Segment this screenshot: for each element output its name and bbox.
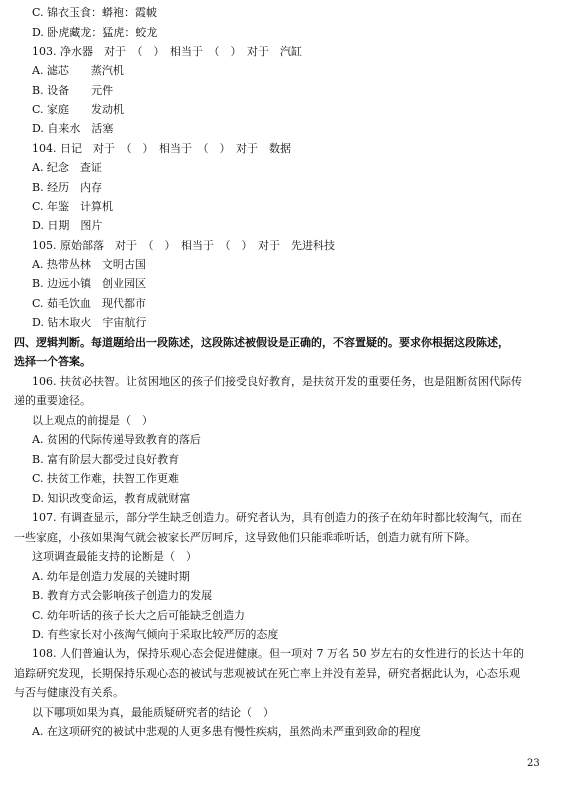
text-line: C. 年鉴 计算机: [32, 200, 114, 213]
text-line: 选择一个答案。: [14, 355, 91, 368]
text-line: A. 热带丛林 文明古国: [32, 258, 146, 271]
text-line: A. 贫困的代际传递导致教育的落后: [32, 433, 201, 446]
text-line: 递的重要途径。: [14, 394, 91, 407]
text-line: 与否与健康没有关系。: [14, 686, 124, 699]
text-line: 106. 扶贫必扶智。让贫困地区的孩子们接受良好教育，是扶贫开发的重要任务，也是阻断贫困代际传: [32, 375, 522, 388]
page-number: 23: [527, 758, 540, 769]
text-line: D. 有些家长对小孩淘气倾向于采取比较严厉的态度: [32, 628, 279, 641]
text-line: C. 扶贫工作难，扶智工作更难: [32, 472, 180, 485]
text-line: D. 知识改变命运，教育成就财富: [32, 492, 191, 505]
text-line: B. 设备 元件: [32, 84, 114, 97]
text-line: 105. 原始部落 对于 （ ） 相当于 （ ） 对于 先进科技: [32, 239, 335, 252]
text-line: 一些家庭，小孩如果淘气就会被家长严厉呵斥，这导致他们只能乖乖听话，创造力就有所下降。: [14, 531, 476, 544]
text-line: 追踪研究发现，长期保持乐观心态的被试与悲观被试在死亡率上并没有差异，研究者据此认为，心态乐观: [14, 667, 520, 680]
text-line: 这项调查最能支持的论断是（ ）: [32, 550, 197, 563]
text-line: A. 纪念 查证: [32, 161, 102, 174]
text-line: 103. 净水器 对于 （ ） 相当于 （ ） 对于 汽缸: [32, 45, 302, 58]
text-line: A. 在这项研究的被试中悲观的人更多患有慢性疾病，虽然尚未严重到致命的程度: [32, 725, 421, 738]
text-line: B. 教育方式会影响孩子创造力的发展: [32, 589, 213, 602]
text-line: 104. 日记 对于 （ ） 相当于 （ ） 对于 数据: [32, 142, 291, 155]
text-line: 四、逻辑判断。每道题给出一段陈述，这段陈述被假设是正确的，不容置疑的。要求你根据这段陈述，: [14, 336, 509, 349]
text-line: D. 自来水 活塞: [32, 122, 114, 135]
text-line: C. 幼年听话的孩子长大之后可能缺乏创造力: [32, 609, 246, 622]
text-line: A. 滤芯 蒸汽机: [32, 64, 124, 77]
text-line: B. 经历 内存: [32, 181, 103, 194]
text-line: C. 茹毛饮血 现代都市: [32, 297, 147, 310]
text-line: D. 卧虎藏龙：猛虎：蛟龙: [32, 26, 158, 39]
text-line: C. 锦衣玉食：蟒袍：霞帔: [32, 6, 158, 19]
text-line: 108. 人们普遍认为，保持乐观心态会促进健康。但一项对 7 万名 50 岁左右的女性进行的长达十年的: [32, 647, 524, 660]
text-line: B. 边远小镇 创业园区: [32, 277, 147, 290]
text-line: D. 日期 图片: [32, 219, 103, 232]
text-line: 以下哪项如果为真，最能质疑研究者的结论（ ）: [32, 706, 274, 719]
text-line: C. 家庭 发动机: [32, 103, 125, 116]
text-line: 107. 有调查显示，部分学生缺乏创造力。研究者认为，具有创造力的孩子在幼年时都比较淘气，而在: [32, 511, 522, 524]
text-line: B. 富有阶层大都受过良好教育: [32, 453, 180, 466]
text-line: 以上观点的前提是（ ）: [32, 414, 153, 427]
text-line: A. 幼年是创造力发展的关键时期: [32, 570, 190, 583]
text-line: D. 钻木取火 宇宙航行: [32, 316, 147, 329]
